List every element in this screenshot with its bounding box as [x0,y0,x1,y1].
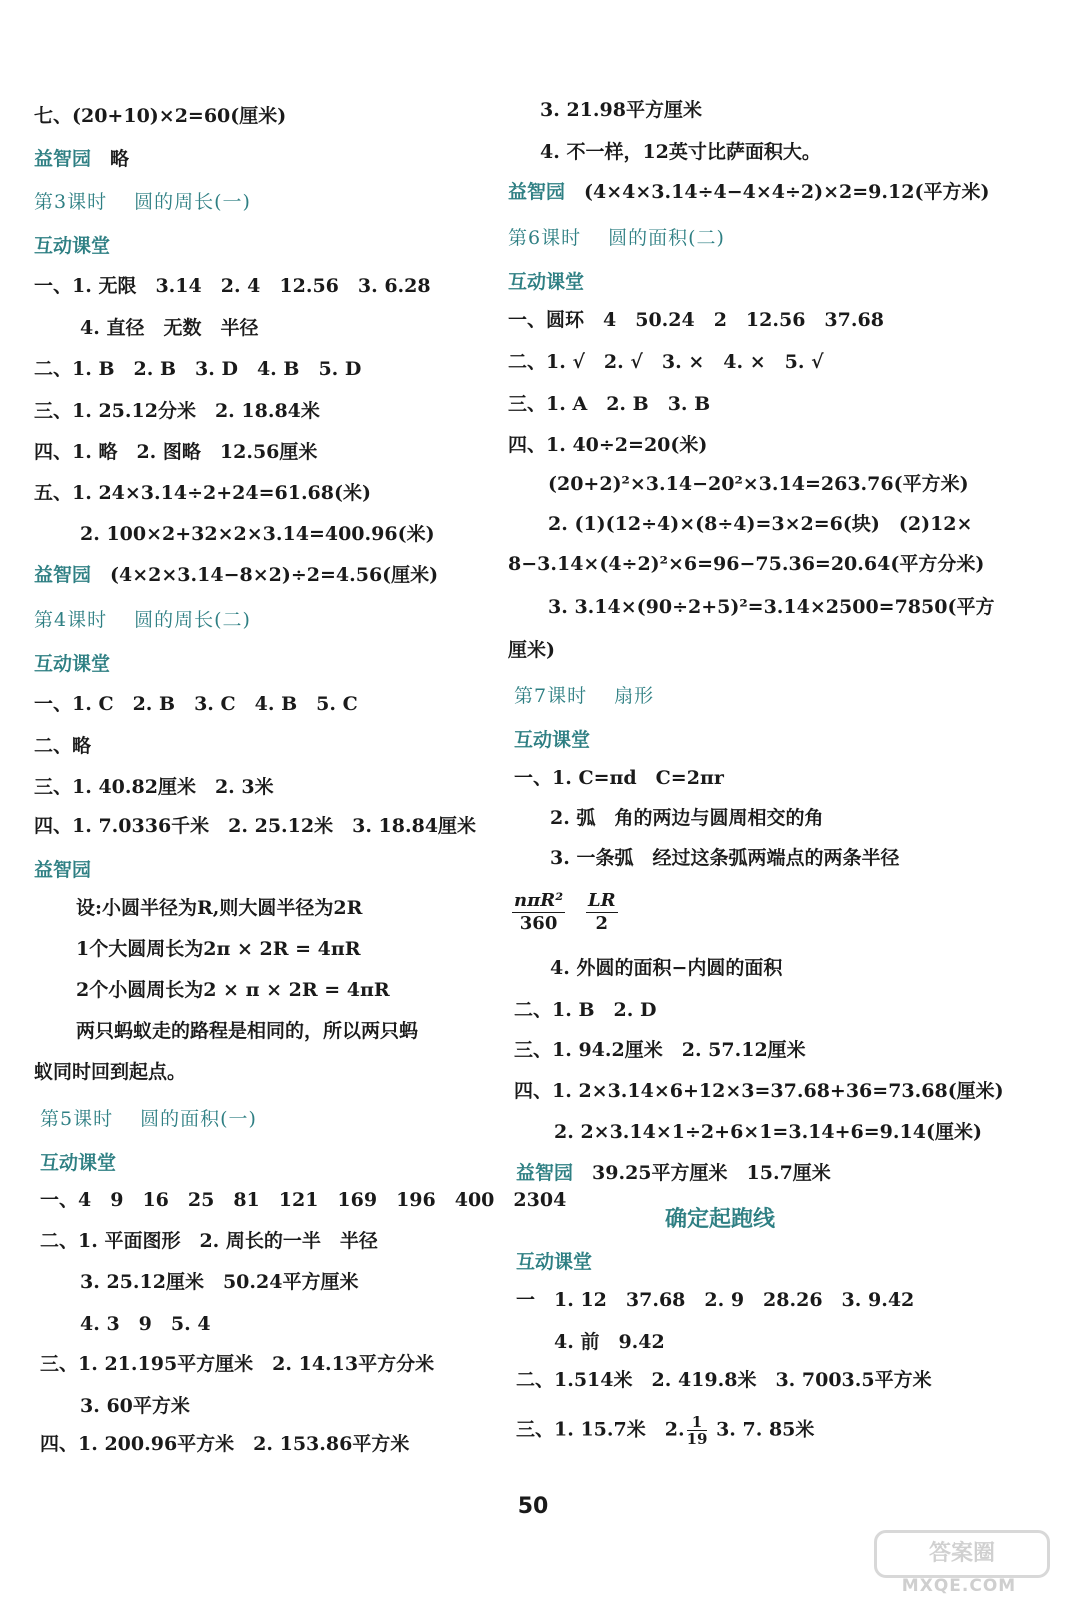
section-label: 益智园 [508,181,566,203]
answer-line: 二、1. 平面图形 2. 周长的一半 半径 [40,1230,378,1252]
answer-line: 3. 25.12厘米 50.24平方厘米 [80,1271,359,1293]
answer-text: 3. 7. 85米 [716,1418,815,1441]
section-label: 互动课堂 [514,729,591,751]
fraction [512,890,565,935]
answer-line: 七、(20+10)×2=60(厘米) [34,105,287,127]
answer-text: 略 [110,148,130,170]
answer-line: 二、1.514米 2. 419.8米 3. 7003.5平方米 [516,1369,932,1391]
answer-line: 2. 2×3.14×1÷2+6×1=3.14+6=9.14(厘米) [554,1121,982,1143]
watermark [874,1530,1044,1596]
answer-line: 二、1. B 2. B 3. D 4. B 5. D [34,358,362,380]
section-label: 益智园 [34,859,92,881]
denominator: 19 [686,1430,708,1448]
section-label: 益智园 [34,148,92,170]
section-label: 互动课堂 [34,235,111,257]
section-label: 互动课堂 [508,271,585,293]
answer-line: 4. 直径 无数 半径 [80,317,259,339]
answer-text: 三、1. 15.7米 2. [516,1418,685,1441]
answer-line: 厘米) [508,639,555,661]
answer-line: 2. 100×2+32×2×3.14=400.96(米) [80,523,435,545]
answer-line: 一、1. 无限 3.14 2. 4 12.56 3. 6.28 [34,275,431,297]
answer-line: 3. 一条弧 经过这条弧两端点的两条半径 [550,847,900,869]
lesson-heading: 第4课时 圆的周长(二) [34,609,251,631]
answer-line [34,561,438,589]
fraction [687,1414,708,1447]
answer-line: 四、1. 7.0336千米 2. 25.12米 3. 18.84厘米 [34,815,477,837]
numerator: LR [588,890,616,911]
answer-line: 五、1. 24×3.14÷2+24=61.68(米) [34,482,371,504]
answer-line: 一、1. C 2. B 3. C 4. B 5. C [34,693,358,715]
answer-line [508,178,989,206]
answer-line: 四、1. 40÷2=20(米) [508,434,708,456]
answer-line: 三、1. A 2. B 3. B [508,393,711,415]
answer-line: 4. 不一样，12英寸比萨面积大。 [540,141,821,163]
answer-line: 2. (1)(12÷4)×(8÷4)=3×2=6(块) (2)12× [548,513,973,535]
answer-line [34,145,129,173]
section-label: 互动课堂 [40,1152,117,1174]
answer-line: 三、1. 21.195平方厘米 2. 14.13平方分米 [40,1353,435,1375]
answer-line: 三、1. 25.12分米 2. 18.84米 [34,400,320,422]
answer-line [516,1159,831,1187]
answer-line: 一、1. C=πd C=2πr [514,767,724,789]
section-label: 互动课堂 [516,1251,593,1273]
answer-line: 4. 3 9 5. 4 [80,1313,211,1335]
lesson-heading: 第7课时 扇形 [514,685,655,707]
answer-line: 4. 外圆的面积−内圆的面积 [550,957,783,979]
answer-text: (4×2×3.14−8×2)÷2=4.56(厘米) [110,564,439,586]
answer-line: 三、1. 40.82厘米 2. 3米 [34,776,274,798]
answer-line: 二、略 [34,735,92,757]
numerator: 1 [687,1414,708,1431]
page-number: 50 [517,1494,549,1519]
answer-line: 2. 弧 角的两边与圆周相交的角 [550,807,824,829]
answer-line: 4. 前 9.42 [554,1331,665,1353]
answer-line: 3. 21.98平方厘米 [540,99,702,121]
answer-line: 设:小圆半径为R,则大圆半径为2R [76,897,363,919]
lesson-heading: 第6课时 圆的面积(二) [508,227,725,249]
answer-line: 2个小圆周长为2 × π × 2R = 4πR [76,979,390,1001]
answer-line: 1个大圆周长为2π × 2R = 4πR [76,938,361,960]
section-label: 互动课堂 [34,653,111,675]
answer-line: 一、圆环 4 50.24 2 12.56 37.68 [508,309,884,331]
answer-line: (20+2)²×3.14−20²×3.14=263.76(平方米) [548,473,969,495]
section-label: 益智园 [516,1162,574,1184]
answer-line: 8−3.14×(4÷2)²×6=96−75.36=20.64(平方分米) [508,553,985,575]
answer-line: 3. 3.14×(90÷2+5)²=3.14×2500=7850(平方 [548,596,995,618]
watermark-logo: 答案圈 [874,1530,1050,1578]
numerator: nπR² [514,890,564,911]
watermark-text: MXQE.COM [901,1576,1017,1596]
answer-line [516,1414,814,1447]
answer-line: 3. 60平方米 [80,1395,190,1417]
section-title: 确定起跑线 [665,1206,776,1232]
answer-line: 四、1. 200.96平方米 2. 153.86平方米 [40,1433,410,1455]
answer-line: 四、1. 略 2. 图略 12.56厘米 [34,441,318,463]
section-label: 益智园 [34,564,92,586]
answer-line: 二、1. √ 2. √ 3. × 4. × 5. √ [508,351,824,373]
fraction [586,890,618,935]
lesson-heading: 第3课时 圆的周长(一) [34,191,251,213]
answer-line: 一 1. 12 37.68 2. 9 28.26 3. 9.42 [516,1289,915,1311]
answer-line: 三、1. 94.2厘米 2. 57.12厘米 [514,1039,806,1061]
answer-text: 39.25平方厘米 15.7厘米 [592,1162,831,1184]
lesson-heading: 第5课时 圆的面积(一) [40,1108,257,1130]
answer-line: 蚁同时回到起点。 [34,1061,187,1083]
denominator: 360 [519,913,558,934]
answer-line: 一、4 9 16 25 81 121 169 196 400 2304 [40,1189,567,1211]
answer-line: 四、1. 2×3.14×6+12×3=37.68+36=73.68(厘米) [514,1080,1004,1102]
denominator: 2 [595,913,609,934]
answer-line: 二、1. B 2. D [514,999,657,1021]
answer-line: 两只蚂蚁走的路程是相同的，所以两只蚂 [76,1020,419,1042]
answer-text: (4×4×3.14÷4−4×4÷2)×2=9.12(平方米) [584,181,990,203]
